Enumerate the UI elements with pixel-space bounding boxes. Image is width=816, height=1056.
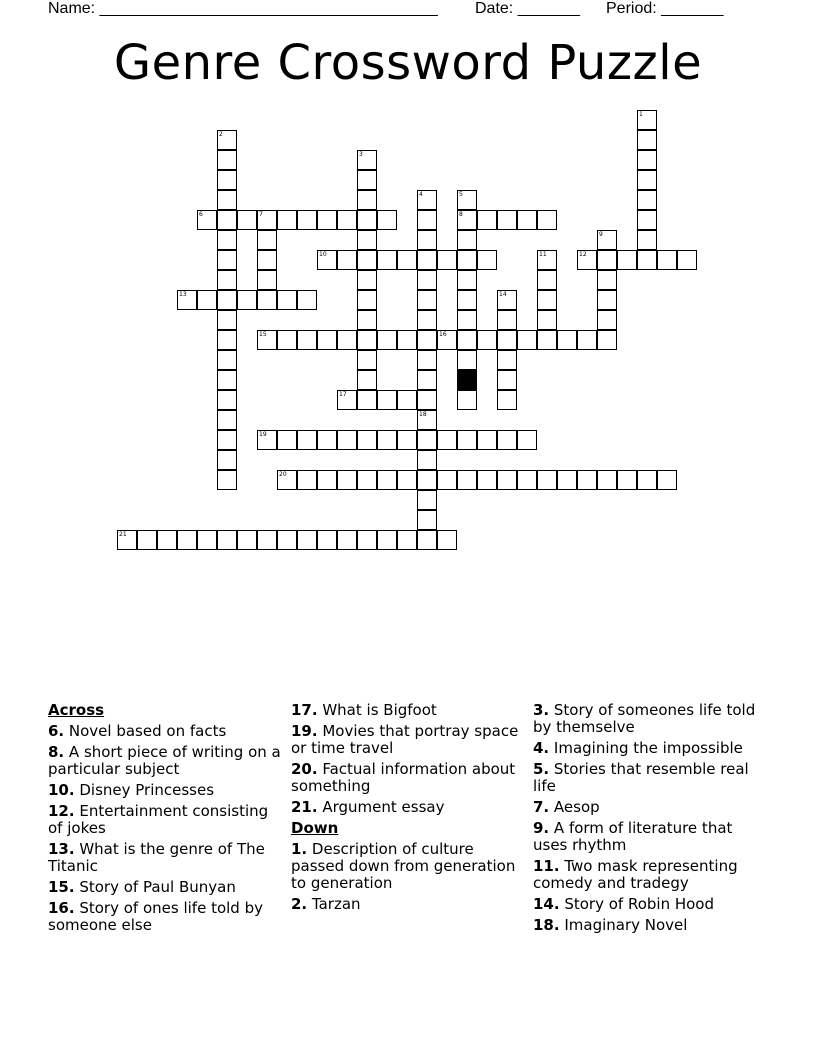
clue-item — [48, 841, 283, 875]
crossword-cell[interactable] — [537, 470, 557, 490]
crossword-cell[interactable] — [477, 470, 497, 490]
crossword-cell[interactable] — [437, 250, 457, 270]
crossword-cell[interactable] — [637, 470, 657, 490]
date-field-label: Date: _______ — [475, 0, 580, 17]
crossword-cell[interactable] — [257, 230, 277, 250]
crossword-cell[interactable] — [497, 370, 517, 390]
crossword-cell[interactable] — [597, 250, 617, 270]
crossword-cell[interactable] — [217, 310, 237, 330]
crossword-cell[interactable] — [217, 350, 237, 370]
crossword-cell[interactable] — [577, 470, 597, 490]
clue-item — [533, 740, 768, 757]
crossword-cell[interactable] — [237, 530, 257, 550]
crossword-cell[interactable] — [417, 210, 437, 230]
blocked-cell — [457, 370, 477, 390]
cell-number: 3 — [359, 151, 363, 158]
clue-number: 4. — [533, 739, 550, 757]
clue-item — [48, 723, 283, 740]
crossword-cell[interactable] — [617, 470, 637, 490]
crossword-cell[interactable] — [337, 430, 357, 450]
clue-text: Argument essay — [317, 798, 445, 816]
cell-number: 13 — [179, 291, 187, 298]
crossword-cell[interactable] — [257, 270, 277, 290]
cell-number: 20 — [279, 471, 287, 478]
crossword-cell[interactable] — [377, 530, 397, 550]
clue-item — [533, 917, 768, 934]
crossword-cell[interactable] — [637, 210, 657, 230]
clue-item — [533, 702, 768, 736]
clue-number: 3. — [533, 701, 550, 719]
crossword-cell[interactable] — [637, 110, 657, 130]
crossword-cell[interactable] — [337, 530, 357, 550]
cell-number: 16 — [439, 331, 447, 338]
cell-number: 17 — [339, 391, 347, 398]
crossword-cell[interactable] — [377, 210, 397, 230]
clue-text: Story of Robin Hood — [559, 895, 715, 913]
crossword-cell[interactable] — [417, 250, 437, 270]
crossword-cell[interactable] — [257, 250, 277, 270]
crossword-cell[interactable] — [217, 130, 237, 150]
crossword-cell[interactable] — [497, 310, 517, 330]
clue-text: Movies that portray space or time travel — [291, 722, 519, 757]
clue-number: 18. — [533, 916, 560, 934]
crossword-cell[interactable] — [497, 350, 517, 370]
crossword-cell[interactable] — [337, 330, 357, 350]
clue-number: 5. — [533, 760, 550, 778]
crossword-cell[interactable] — [637, 230, 657, 250]
clue-text: A short piece of writing on a particular subject — [48, 743, 281, 778]
crossword-cell[interactable] — [317, 330, 337, 350]
crossword-cell[interactable] — [537, 250, 557, 270]
clue-text: What is Bigfoot — [317, 701, 437, 719]
crossword-cell[interactable] — [197, 290, 217, 310]
crossword-cell[interactable] — [277, 290, 297, 310]
cell-number: 14 — [499, 291, 507, 298]
crossword-cell[interactable] — [357, 310, 377, 330]
crossword-cell[interactable] — [177, 530, 197, 550]
crossword-cell[interactable] — [637, 190, 657, 210]
crossword-cell[interactable] — [257, 290, 277, 310]
across-clue-list — [48, 723, 283, 934]
clue-number: 20. — [291, 760, 318, 778]
cell-number: 21 — [119, 531, 127, 538]
crossword-cell[interactable] — [357, 430, 377, 450]
crossword-cell[interactable] — [217, 290, 237, 310]
clue-item — [533, 799, 768, 816]
crossword-cell[interactable] — [477, 250, 497, 270]
clue-number: 6. — [48, 722, 65, 740]
crossword-cell[interactable] — [257, 430, 277, 450]
down-heading: Down — [291, 819, 339, 837]
crossword-cell[interactable] — [217, 190, 237, 210]
crossword-cell[interactable] — [137, 530, 157, 550]
crossword-cell[interactable] — [517, 470, 537, 490]
clues-column-3 — [533, 702, 768, 938]
crossword-cell[interactable] — [637, 130, 657, 150]
crossword-cell[interactable] — [457, 390, 477, 410]
crossword-cell[interactable] — [357, 290, 377, 310]
clue-number: 15. — [48, 878, 75, 896]
crossword-cell[interactable] — [217, 430, 237, 450]
crossword-cell[interactable] — [357, 370, 377, 390]
crossword-cell[interactable] — [117, 530, 137, 550]
clue-text: Aesop — [549, 798, 600, 816]
clue-item — [533, 858, 768, 892]
crossword-cell[interactable] — [357, 250, 377, 270]
crossword-cell[interactable] — [357, 350, 377, 370]
crossword-cell[interactable] — [437, 430, 457, 450]
crossword-cell[interactable] — [237, 290, 257, 310]
cell-number: 11 — [539, 251, 547, 258]
clues-column-2 — [291, 702, 526, 917]
crossword-cell[interactable] — [397, 430, 417, 450]
crossword-cell[interactable] — [357, 530, 377, 550]
crossword-cell[interactable] — [517, 210, 537, 230]
cell-number: 9 — [599, 231, 603, 238]
crossword-cell[interactable] — [217, 470, 237, 490]
crossword-cell[interactable] — [277, 430, 297, 450]
clue-text: Imagining the impossible — [549, 739, 743, 757]
crossword-cell[interactable] — [217, 270, 237, 290]
crossword-cell[interactable] — [257, 210, 277, 230]
name-field-label: Name: ______________________________________ — [48, 0, 438, 17]
crossword-cell[interactable] — [417, 390, 437, 410]
crossword-cell[interactable] — [617, 250, 637, 270]
clue-text: Description of culture passed down from generation to generation — [291, 840, 516, 892]
clue-item — [291, 799, 526, 816]
across-clue-list-continued — [291, 702, 526, 816]
crossword-cell[interactable] — [357, 210, 377, 230]
crossword-cell[interactable] — [497, 430, 517, 450]
crossword-cell[interactable] — [197, 210, 217, 230]
crossword-cell[interactable] — [597, 290, 617, 310]
cell-number: 15 — [259, 331, 267, 338]
clue-item — [291, 896, 526, 913]
clue-item — [48, 900, 283, 934]
crossword-cell[interactable] — [497, 390, 517, 410]
crossword-cell[interactable] — [537, 270, 557, 290]
crossword-cell[interactable] — [397, 390, 417, 410]
crossword-cell[interactable] — [377, 390, 397, 410]
crossword-cell[interactable] — [357, 230, 377, 250]
clue-text: Disney Princesses — [74, 781, 215, 799]
crossword-cell[interactable] — [217, 330, 237, 350]
crossword-cell[interactable] — [457, 430, 477, 450]
crossword-cell[interactable] — [577, 330, 597, 350]
crossword-cell[interactable] — [417, 350, 437, 370]
crossword-cell[interactable] — [417, 410, 437, 430]
crossword-cell[interactable] — [297, 330, 317, 350]
crossword-cell[interactable] — [397, 530, 417, 550]
crossword-cell[interactable] — [417, 430, 437, 450]
crossword-cell[interactable] — [597, 230, 617, 250]
crossword-cell[interactable] — [537, 330, 557, 350]
crossword-cell[interactable] — [657, 250, 677, 270]
crossword-cell[interactable] — [177, 290, 197, 310]
crossword-cell[interactable] — [397, 250, 417, 270]
cell-number: 18 — [419, 411, 427, 418]
crossword-cell[interactable] — [417, 370, 437, 390]
crossword-cell[interactable] — [357, 170, 377, 190]
crossword-cell[interactable] — [377, 250, 397, 270]
crossword-cell[interactable] — [357, 470, 377, 490]
crossword-cell[interactable] — [297, 430, 317, 450]
across-heading: Across — [48, 701, 105, 719]
clue-item — [48, 803, 283, 837]
crossword-cell[interactable] — [477, 330, 497, 350]
clue-number: 19. — [291, 722, 318, 740]
crossword-cell[interactable] — [277, 470, 297, 490]
clue-item — [48, 879, 283, 896]
clue-item — [291, 841, 526, 892]
crossword-cell[interactable] — [357, 330, 377, 350]
crossword-cell[interactable] — [457, 470, 477, 490]
clue-item — [48, 782, 283, 799]
clue-item — [291, 702, 526, 719]
crossword-cell[interactable] — [637, 150, 657, 170]
crossword-cell[interactable] — [237, 210, 257, 230]
crossword-cell[interactable] — [277, 530, 297, 550]
crossword-cell[interactable] — [217, 250, 237, 270]
crossword-cell[interactable] — [437, 330, 457, 350]
crossword-cell[interactable] — [417, 270, 437, 290]
crossword-cell[interactable] — [457, 290, 477, 310]
crossword-cell[interactable] — [217, 530, 237, 550]
clue-item — [533, 761, 768, 795]
crossword-cell[interactable] — [157, 530, 177, 550]
clue-number: 17. — [291, 701, 318, 719]
crossword-cell[interactable] — [277, 330, 297, 350]
clue-item — [291, 723, 526, 757]
crossword-cell[interactable] — [457, 230, 477, 250]
clue-number: 12. — [48, 802, 75, 820]
crossword-cell[interactable] — [337, 390, 357, 410]
crossword-cell[interactable] — [197, 530, 217, 550]
crossword-cell[interactable] — [297, 530, 317, 550]
crossword-cell[interactable] — [537, 310, 557, 330]
down-clue-list-continued — [533, 702, 768, 934]
clue-text: Stories that resemble real life — [533, 760, 749, 795]
crossword-cell[interactable] — [457, 250, 477, 270]
crossword-cell[interactable] — [597, 470, 617, 490]
cell-number: 2 — [219, 131, 223, 138]
crossword-cell[interactable] — [377, 330, 397, 350]
crossword-cell[interactable] — [297, 290, 317, 310]
clue-number: 1. — [291, 840, 308, 858]
crossword-cell[interactable] — [517, 330, 537, 350]
crossword-cell[interactable] — [317, 250, 337, 270]
clue-text: Factual information about something — [291, 760, 516, 795]
crossword-cell[interactable] — [497, 290, 517, 310]
clue-number: 14. — [533, 895, 560, 913]
crossword-cell[interactable] — [217, 170, 237, 190]
cell-number: 6 — [199, 211, 203, 218]
clues-column-1 — [48, 702, 283, 938]
clue-item — [291, 761, 526, 795]
crossword-cell[interactable] — [317, 210, 337, 230]
clue-text: Entertainment consisting of jokes — [48, 802, 269, 837]
clue-text: Story of someones life told by themselve — [533, 701, 756, 736]
clue-number: 2. — [291, 895, 308, 913]
crossword-cell[interactable] — [317, 530, 337, 550]
crossword-cell[interactable] — [497, 330, 517, 350]
crossword-cell[interactable] — [417, 330, 437, 350]
crossword-cell[interactable] — [417, 470, 437, 490]
cell-number: 4 — [419, 191, 423, 198]
crossword-cell[interactable] — [357, 190, 377, 210]
clue-text: Story of ones life told by someone else — [48, 899, 263, 934]
cell-number: 7 — [259, 211, 263, 218]
clue-text: A form of literature that uses rhythm — [533, 819, 733, 854]
cell-number: 5 — [459, 191, 463, 198]
crossword-cell[interactable] — [297, 470, 317, 490]
crossword-cell[interactable] — [637, 250, 657, 270]
clue-number: 7. — [533, 798, 550, 816]
crossword-cell[interactable] — [337, 250, 357, 270]
clue-item — [48, 744, 283, 778]
crossword-cell[interactable] — [417, 310, 437, 330]
crossword-cell[interactable] — [657, 470, 677, 490]
crossword-cell[interactable] — [217, 370, 237, 390]
crossword-cell[interactable] — [497, 470, 517, 490]
crossword-cell[interactable] — [477, 210, 497, 230]
clue-text: What is the genre of The Titanic — [48, 840, 265, 875]
cell-number: 10 — [319, 251, 327, 258]
clue-number: 11. — [533, 857, 560, 875]
crossword-cell[interactable] — [577, 250, 597, 270]
crossword-cell[interactable] — [377, 470, 397, 490]
crossword-cell[interactable] — [537, 290, 557, 310]
crossword-cell[interactable] — [357, 270, 377, 290]
crossword-cell[interactable] — [397, 470, 417, 490]
crossword-cell[interactable] — [537, 210, 557, 230]
cell-number: 19 — [259, 431, 267, 438]
clue-number: 9. — [533, 819, 550, 837]
crossword-cell[interactable] — [457, 310, 477, 330]
crossword-cell[interactable] — [217, 150, 237, 170]
crossword-cell[interactable] — [557, 330, 577, 350]
crossword-cell[interactable] — [457, 330, 477, 350]
cell-number: 8 — [459, 211, 463, 218]
period-field-label: Period: _______ — [606, 0, 724, 17]
crossword-cell[interactable] — [557, 470, 577, 490]
crossword-cell[interactable] — [637, 170, 657, 190]
crossword-cell[interactable] — [357, 390, 377, 410]
crossword-cell[interactable] — [217, 410, 237, 430]
crossword-cell[interactable] — [597, 330, 617, 350]
clue-number: 8. — [48, 743, 65, 761]
crossword-cell[interactable] — [417, 530, 437, 550]
crossword-cell[interactable] — [337, 210, 357, 230]
crossword-cell[interactable] — [217, 230, 237, 250]
crossword-cell[interactable] — [417, 510, 437, 530]
crossword-cell[interactable] — [457, 270, 477, 290]
crossword-cell[interactable] — [417, 190, 437, 210]
crossword-cell[interactable] — [217, 210, 237, 230]
down-clue-list — [291, 841, 526, 913]
crossword-cell[interactable] — [457, 190, 477, 210]
clue-text: Tarzan — [307, 895, 361, 913]
crossword-cell[interactable] — [417, 490, 437, 510]
crossword-cell[interactable] — [497, 210, 517, 230]
crossword-cell[interactable] — [217, 450, 237, 470]
crossword-cell[interactable] — [357, 150, 377, 170]
clue-text: Two mask representing comedy and tradegy — [533, 857, 738, 892]
crossword-cell[interactable] — [297, 210, 317, 230]
crossword-cell[interactable] — [317, 470, 337, 490]
clue-item — [533, 896, 768, 913]
clue-text: Novel based on facts — [64, 722, 227, 740]
clue-number: 16. — [48, 899, 75, 917]
crossword-cell[interactable] — [457, 210, 477, 230]
clue-text: Story of Paul Bunyan — [74, 878, 236, 896]
crossword-cell[interactable] — [257, 530, 277, 550]
clue-item — [533, 820, 768, 854]
crossword-cell[interactable] — [517, 430, 537, 450]
crossword-cell[interactable] — [597, 310, 617, 330]
clue-number: 10. — [48, 781, 75, 799]
cell-number: 12 — [579, 251, 587, 258]
crossword-cell[interactable] — [677, 250, 697, 270]
page-title: Genre Crossword Puzzle — [113, 35, 703, 91]
crossword-cell[interactable] — [257, 330, 277, 350]
crossword-cell[interactable] — [477, 430, 497, 450]
clue-number: 13. — [48, 840, 75, 858]
crossword-cell[interactable] — [397, 330, 417, 350]
crossword-cell[interactable] — [277, 210, 297, 230]
crossword-cell[interactable] — [417, 450, 437, 470]
crossword-cell[interactable] — [317, 430, 337, 450]
crossword-cell[interactable] — [217, 390, 237, 410]
crossword-cell[interactable] — [377, 430, 397, 450]
clue-number: 21. — [291, 798, 318, 816]
crossword-cell[interactable] — [597, 270, 617, 290]
crossword-cell[interactable] — [457, 350, 477, 370]
clue-text: Imaginary Novel — [559, 916, 688, 934]
crossword-cell[interactable] — [337, 470, 357, 490]
crossword-cell[interactable] — [417, 290, 437, 310]
crossword-cell[interactable] — [437, 470, 457, 490]
cell-number: 1 — [639, 111, 643, 118]
crossword-cell[interactable] — [417, 230, 437, 250]
crossword-cell[interactable] — [437, 530, 457, 550]
